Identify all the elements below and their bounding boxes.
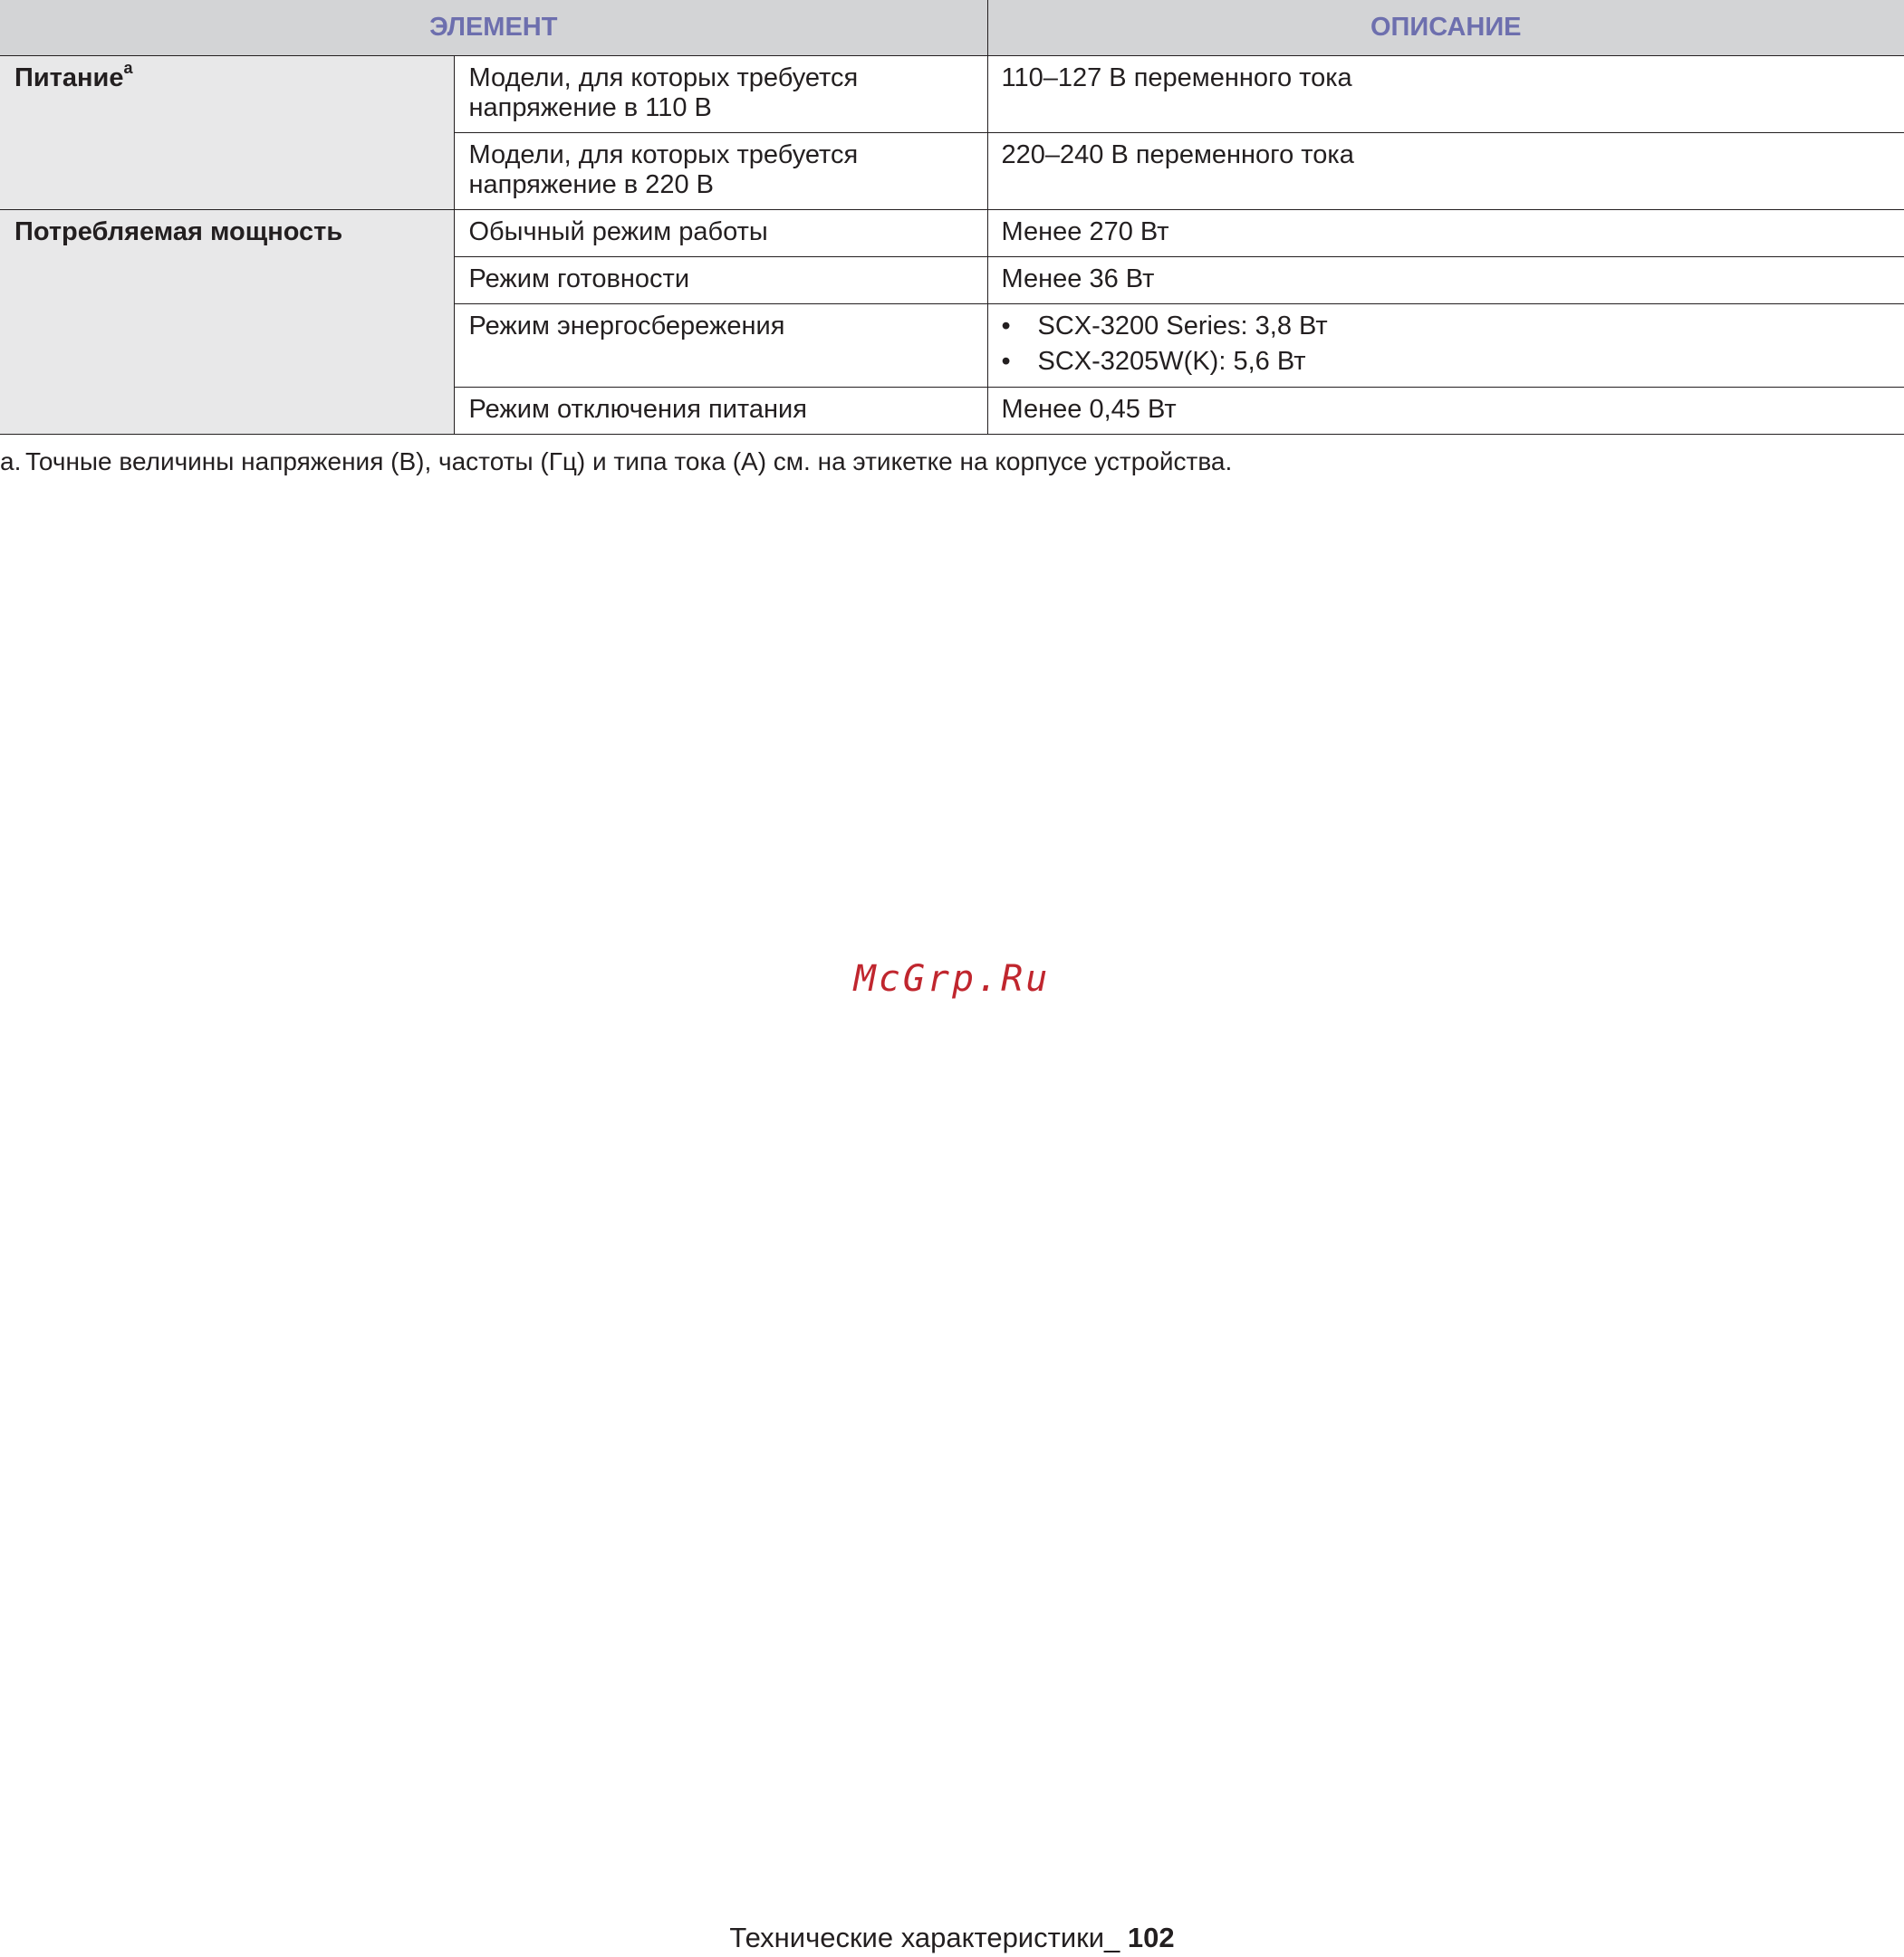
footnote-text: Точные величины напряжения (В), частоты (Гц) и типа тока (А) см. на этикетке на корпусе устройства.	[25, 447, 1233, 475]
value-cell: 110–127 В переменного тока	[987, 56, 1904, 133]
group-label-power-consumption: Потребляемая мощность	[0, 210, 454, 435]
item-cell: Режим отключения питания	[454, 388, 987, 435]
bullet-icon: •	[1001, 312, 1011, 341]
table-header-row	[0, 0, 1904, 56]
item-cell: Режим готовности	[454, 257, 987, 304]
footnote	[0, 446, 1232, 476]
group-label-power-supply	[0, 56, 454, 210]
list-item-text: SCX-3205W(K): 5,6 Вт	[1037, 347, 1306, 376]
list-item	[1002, 312, 1890, 341]
list-item	[1002, 347, 1890, 377]
footnote-marker: a.	[0, 447, 22, 475]
page-footer	[0, 1922, 1904, 1954]
table-row	[0, 210, 1904, 257]
header-description: ОПИСАНИЕ	[987, 0, 1904, 56]
header-element: ЭЛЕМЕНТ	[0, 0, 987, 56]
value-cell	[987, 304, 1904, 388]
footnote-ref: a	[123, 59, 133, 77]
value-cell: 220–240 В переменного тока	[987, 133, 1904, 210]
table-row	[0, 56, 1904, 133]
footer-section-title: Технические характеристики_	[729, 1922, 1120, 1953]
item-cell: Модели, для которых требуется напряжение в 220 В	[454, 133, 987, 210]
group-label-text: Питание	[14, 63, 124, 92]
bullet-icon: •	[1001, 347, 1011, 376]
item-cell: Режим энергосбережения	[454, 304, 987, 388]
value-cell: Менее 270 Вт	[987, 210, 1904, 257]
value-cell: Менее 0,45 Вт	[987, 388, 1904, 435]
page-number: 102	[1127, 1922, 1175, 1953]
value-cell: Менее 36 Вт	[987, 257, 1904, 304]
item-cell: Обычный режим работы	[454, 210, 987, 257]
watermark: McGrp.Ru	[853, 958, 1051, 1000]
bullet-list	[1002, 312, 1890, 377]
specifications-table	[0, 0, 1904, 435]
list-item-text: SCX-3200 Series: 3,8 Вт	[1037, 312, 1328, 341]
item-cell: Модели, для которых требуется напряжение в 110 В	[454, 56, 987, 133]
